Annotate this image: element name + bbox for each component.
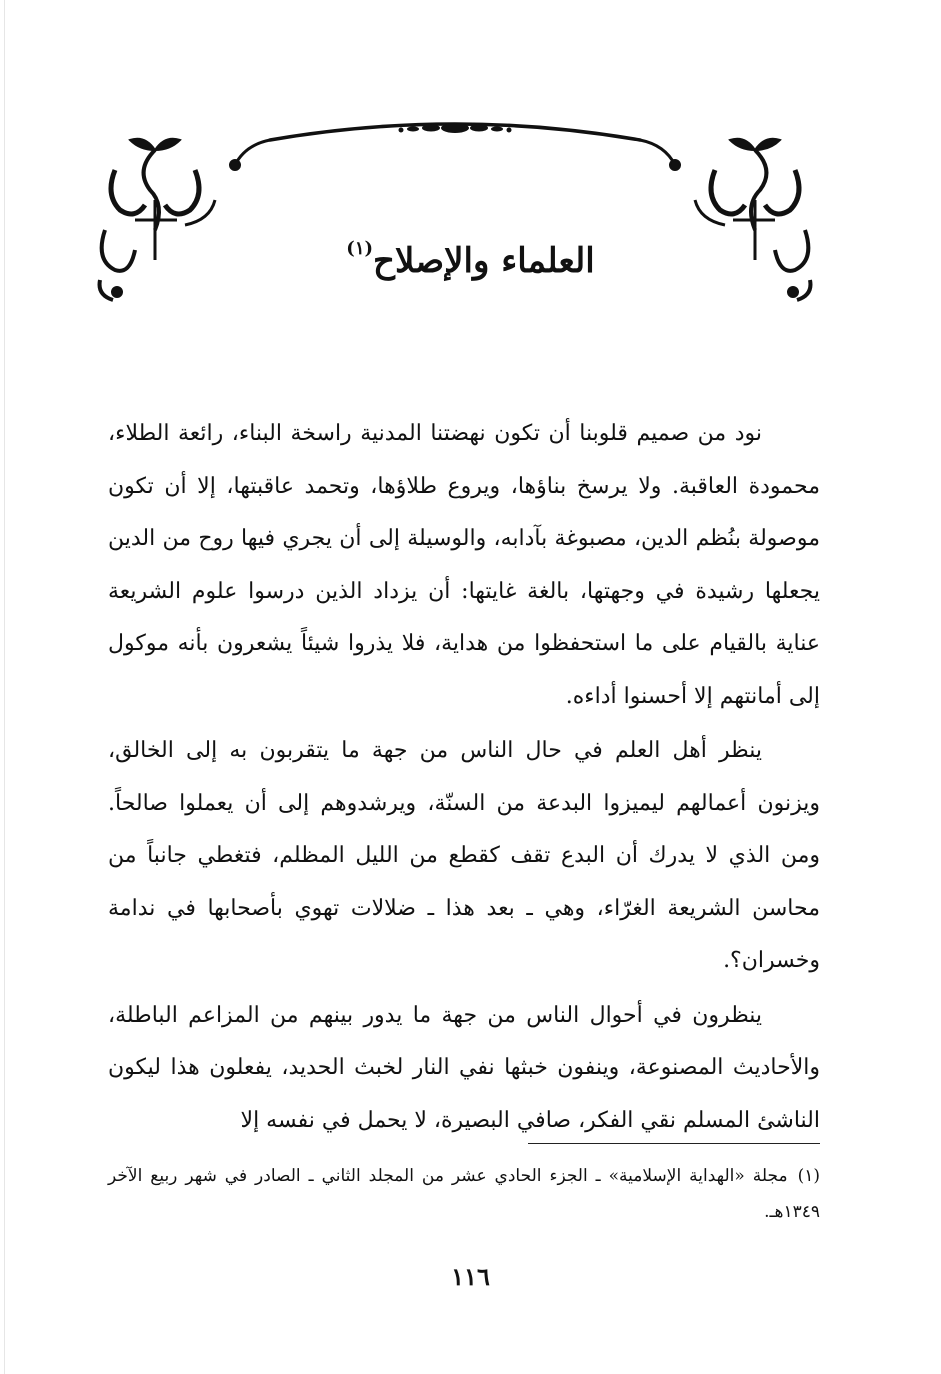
- page-number: ١١٦: [451, 1262, 490, 1291]
- paragraph-3: ينظرون في أحوال الناس من جهة ما يدور بينهم من المزاعم الباطلة، والأحاديث المصنوعة، وينفون خبثها نفي النار لخبث الحديد، يفعلون هذا ليكون الناشئ المسلم نقي الفكر، صافي البصيرة، لا يحمل في نفسه إلا: [108, 1002, 820, 1133]
- footnote-text: مجلة «الهداية الإسلامية» ـ الجزء الحادي عشر من المجلد الثاني ـ الصادر في شهر ربيع الآخر ١٣٤٩هـ.: [108, 1166, 820, 1222]
- paragraph-2: ينظر أهل العلم في حال الناس من جهة ما يتقربون به إلى الخالق، ويزنون أعمالهم ليميزوا البدعة من السنّة، ويرشدوهم إلى أن يعملوا صالحاً. ومن الذي لا يدرك أن البدع تقف كقطع من الليل المظلم، فتغطي جانباً من محاسن الشريعة الغرّاء، وهي ـ بعد هذا ـ ضلالات تهوي بأصحابها في ندامة وخسران؟.: [108, 738, 820, 973]
- footnote-marker: (١): [797, 1166, 820, 1186]
- footnote-separator: [528, 1143, 820, 1144]
- page-edge-shadow: [4, 0, 5, 1374]
- paragraph-1: نود من صميم قلوبنا أن تكون نهضتنا المدنية راسخة البناء، رائعة الطلاء، محمودة العاقبة. ولا يرسخ بناؤها، ويروع طلاؤها، وتحمد عاقبتها، إلا أن تكون موصولة بنُظم الدين، مصبوغة بآدابه، والوسيلة إلى أن يجري فيها روح من الدين يجعلها رشيدة في وجهتها، بالغة غايتها: أن يزداد الذين درسوا علوم الشريعة عناية بالقيام على ما استحفظوا من هداية، فلا يذروا شيئاً يشعرون بأنه موكول إلى أمانتهم إلا أحسنوا أداءه.: [108, 421, 820, 709]
- chapter-title: [200, 238, 741, 281]
- chapter-title-text: العلماء والإصلاح: [373, 241, 595, 281]
- title-footnote-marker: (١): [346, 238, 374, 259]
- footnote: [108, 1158, 820, 1230]
- body-text: [108, 408, 820, 1147]
